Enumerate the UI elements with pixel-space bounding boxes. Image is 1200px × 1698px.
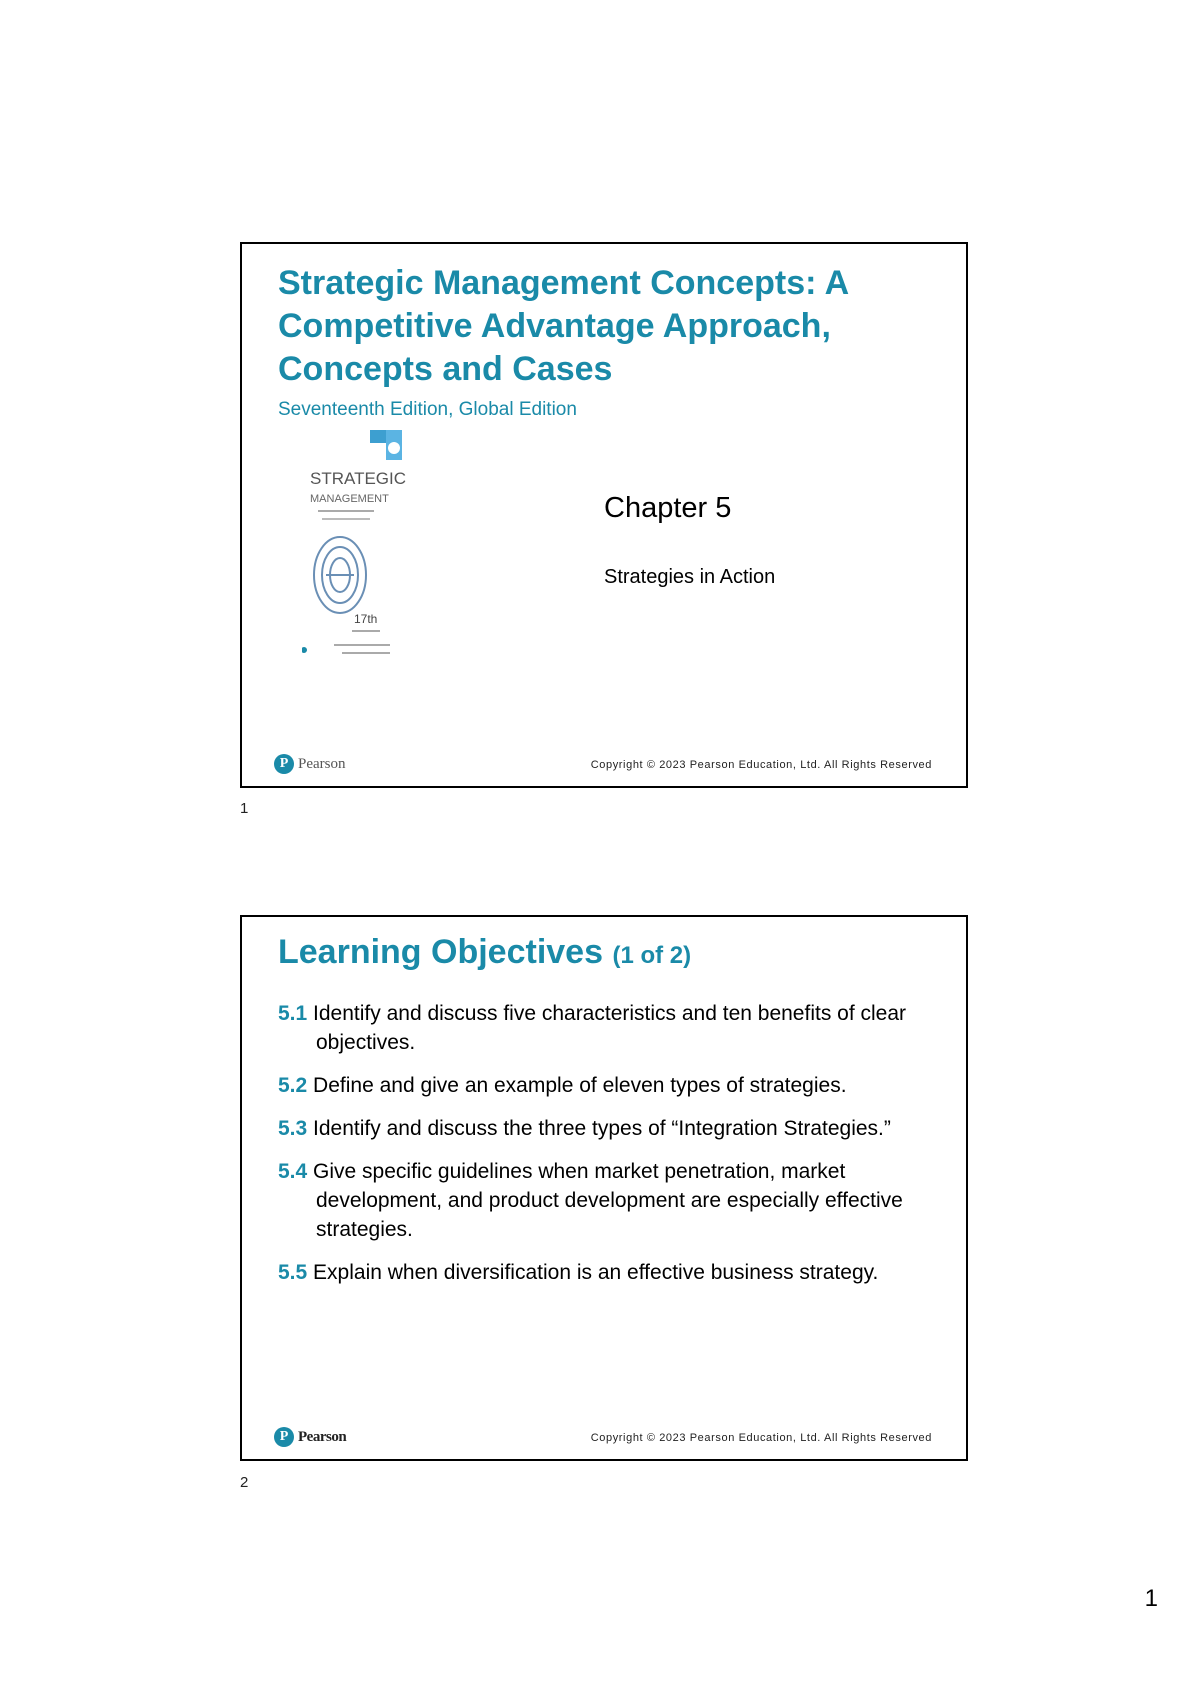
objective-number: 5.3: [278, 1117, 308, 1140]
list-item: [278, 1114, 948, 1143]
book-cover-image: [302, 430, 432, 670]
objective-number: 5.1: [278, 1002, 308, 1025]
list-item: [278, 999, 948, 1057]
objective-number: 5.2: [278, 1074, 308, 1097]
slide-subtitle: Seventeenth Edition, Global Edition: [278, 399, 577, 420]
slide-title: [278, 933, 691, 972]
objective-number: 5.4: [278, 1160, 308, 1183]
list-item: [278, 1071, 948, 1100]
copyright-notice: Copyright © 2023 Pearson Education, Ltd. All Rights Reserved: [590, 759, 932, 771]
pearson-p-icon: P: [274, 1427, 294, 1447]
objective-text: Identify and discuss five characteristics and ten benefits of clear objectives.: [313, 1002, 907, 1054]
objective-text: Give specific guidelines when market penetration, market development, and product development are especially effective strategies.: [313, 1160, 903, 1241]
objective-text: Explain when diversification is an effective business strategy.: [313, 1261, 879, 1284]
pearson-logo: [274, 754, 346, 774]
objective-number: 5.5: [278, 1261, 308, 1284]
page-number: 1: [1144, 1585, 1158, 1612]
pearson-p-icon: P: [274, 754, 294, 774]
cover-edition: 17th: [354, 612, 378, 626]
objective-text: Identify and discuss the three types of “Integration Strategies.”: [313, 1117, 891, 1140]
slide-1: [240, 242, 968, 788]
pearson-wordmark: Pearson: [298, 1428, 347, 1445]
objectives-list: [278, 999, 948, 1301]
cover-title-line1: STRATEGIC: [310, 469, 407, 488]
list-item: [278, 1258, 948, 1287]
objective-text: Define and give an example of eleven types of strategies.: [313, 1074, 847, 1097]
copyright-notice: Copyright © 2023 Pearson Education, Ltd. All Rights Reserved: [590, 1432, 932, 1444]
pearson-logo: [274, 1427, 346, 1447]
slide-2: [240, 915, 968, 1461]
cover-title-line2: MANAGEMENT: [310, 493, 389, 505]
list-item: [278, 1157, 948, 1244]
slide-title: Strategic Management Concepts: A Competitive Advantage Approach, Concepts and Cases: [278, 264, 848, 388]
slide-title-suffix: (1 of 2): [612, 942, 692, 969]
chapter-title: Strategies in Action: [604, 566, 776, 588]
pearson-wordmark: Pearson: [298, 755, 346, 772]
slide-number: 2: [240, 1474, 249, 1491]
slide-number: 1: [240, 800, 249, 817]
slide-title-text: Learning Objectives: [278, 933, 603, 971]
chapter-number: Chapter 5: [604, 492, 732, 524]
